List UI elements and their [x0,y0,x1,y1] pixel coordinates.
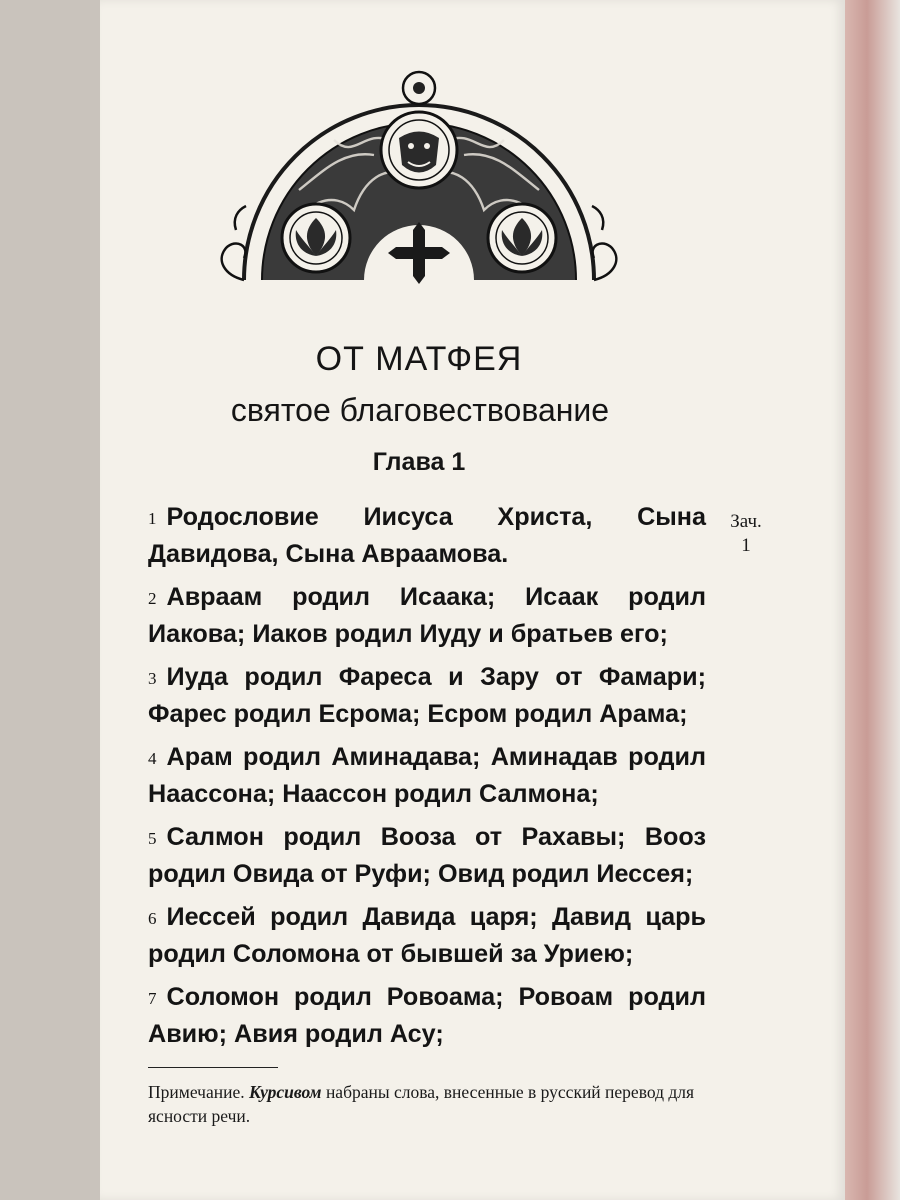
verse-number: 2 [148,589,157,608]
verse [148,580,706,652]
verse-number: 3 [148,669,157,688]
footnote [148,1080,718,1128]
reading-number: 1 [741,535,751,556]
verse-number: 1 [148,509,157,528]
verse [148,980,706,1052]
page-edge [845,0,900,1200]
headpiece-ornament [214,70,624,298]
verse-list [148,500,706,1060]
book-title: ОТ МАТФЕЯ [315,340,523,378]
verse [148,900,706,972]
verse [148,660,706,732]
margin-reading-marker [716,510,776,558]
book-subtitle: святое благовествование [230,392,610,428]
verse [148,820,706,892]
verse [148,740,706,812]
verse-text: Авраам родил Исаака; Исаак родил Иакова; Иаков родил Иуду и братьев его; [148,583,706,648]
verse-number: 7 [148,989,157,1008]
verse-text: Родословие Иисуса Христа, Сына Давидова, Сына Авраамова. [148,503,706,568]
footnote-text: набраны слова, внесенные в русский перевод для ясности речи. [148,1082,695,1126]
verse-text: Арам родил Аминадава; Аминадав родил Наассона; Наассон родил Салмона; [148,743,706,808]
verse-text: Соломон родил Ровоама; Ровоам родил Авию; Авия родил Асу; [148,983,706,1048]
lion-face-icon [381,112,457,188]
flower-medallion-icon [488,204,556,272]
verse [148,500,706,572]
flower-medallion-icon [282,204,350,272]
footnote-italic: Курсивом [248,1082,322,1102]
verse-text: Салмон родил Вооза от Рахавы; Вооз родил Овида от Руфи; Овид родил Иессея; [148,823,706,888]
chapter-heading: Глава 1 [372,448,466,476]
footnote-lead: Примечание. [148,1082,245,1102]
verse-number: 4 [148,749,157,768]
verse-number: 5 [148,829,157,848]
verse-text: Иуда родил Фареса и Зару от Фамари; Фарес родил Есрома; Есром родил Арама; [148,663,706,728]
verse-number: 6 [148,909,157,928]
verse-text: Иессей родил Давида царя; Давид царь родил Соломона от бывшей за Уриею; [148,903,706,968]
footnote-divider [148,1067,278,1068]
reading-label: Зач. [730,511,762,532]
crown-knob [403,72,435,104]
